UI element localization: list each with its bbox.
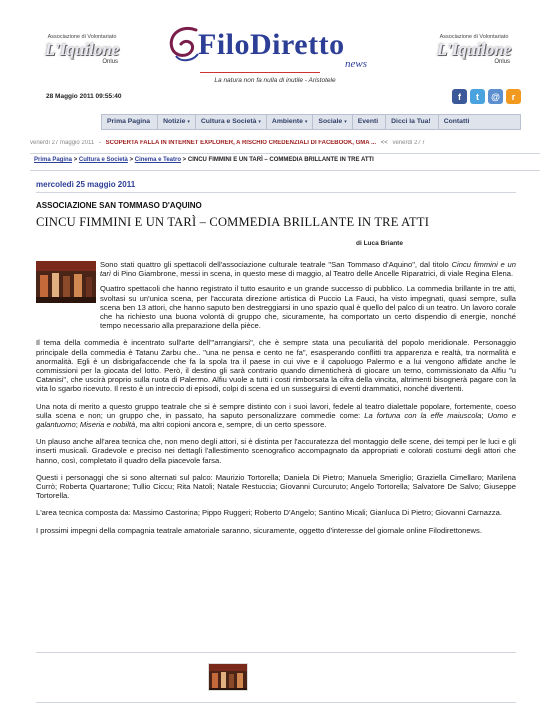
logo-onlus-text: Onlus [494,59,510,65]
logo-brand-text: L'Iquilone [436,40,512,59]
paragraph-1: Sono stati quattro gli spettacoli dell'associazione culturale teatrale "San Tommaso d'Aquino", dal titolo Cincu fimmini e un tarì di Pino Giambrone, messi in scena, in questo mese di maggio, al Teatro delle Ancelle Riparatrici, di viale Regina Elena. [100,260,516,279]
logo-assoc-text: Associazione di Volontariato [47,34,117,40]
facebook-icon[interactable]: f [452,89,467,104]
nav-sociale[interactable]: Sociale ▾ [313,115,352,129]
article-association: ASSOCIAZIONE SAN TOMMASO D'AQUINO [36,201,202,210]
article-byline: di Luca Briante [356,240,403,247]
nav-eventi[interactable]: Eventi [353,115,386,129]
main-nav [101,114,521,130]
ticker-date-next: venerdì 27 r [392,140,425,146]
twitter-icon[interactable]: t [470,89,485,104]
article-date: mercoledì 25 maggio 2011 [36,180,136,189]
ticker-date: venerdì 27 maggio 2011 [30,140,95,146]
divider [36,192,516,193]
social-links [452,89,521,104]
stage-thumbnail-icon [209,664,248,691]
breadcrumb-cinema[interactable]: Cinema e Teatro [134,157,181,163]
nav-ambiente[interactable]: Ambiente ▾ [267,115,313,129]
logo-assoc-text: Associazione di Volontariato [439,34,509,40]
nav-cultura-societa[interactable]: Cultura e Società ▾ [196,115,267,129]
ticker-headline-link[interactable]: SCOPERTA FALLA IN INTERNET EXPLORER, A RISCHIO CREDENZIALI DI FACEBOOK, GMA ... [105,140,377,146]
paragraph-5: Un plauso anche all'area tecnica che, non meno degli attori, si è distinta per l'accuratezza del montaggio delle scene, dei tempi per le luci e gli inserti musicali. Gradevole e preciso nei dettagli l'allestimento scenografico accompagnato da appropriati e colorati costumi degli attori che hanno, così, completato il quadro della piacevole farsa. [36,437,516,465]
chevron-down-icon: ▾ [187,119,190,125]
current-datetime: 28 Maggio 2011 09:55:40 [46,93,122,100]
site-title: FiloDiretto [198,28,345,61]
gallery-thumbnail[interactable] [208,663,248,691]
article-body [36,260,516,543]
ticker-separator: << [380,140,388,146]
chevron-down-icon: ▾ [344,119,347,125]
nav-prima-pagina[interactable]: Prima Pagina [102,115,158,129]
divider [36,652,516,653]
email-icon[interactable]: @ [488,89,503,104]
news-ticker: venerdì 27 maggio 2011 - SCOPERTA FALLA IN INTERNET EXPLORER, A RISCHIO CREDENZIALI DI FACEBOOK, GMA ... << venerdì 27 r [30,140,425,146]
paragraph-2: Quattro spettacoli che hanno registrato il tutto esaurito e un grande successo di pubblico. La commedia brillante in tre atti, svoltasi su un'unica scena, per l'accurata direzione artistica di Puccio La Fauci, ha visto impegnati, quasi sempre, sulla scena ben 13 attori, che hanno saputo ben destreggiarsi in uno spazio qual è quello del palco di un teatro. Un lavoro corale che ha richiesto una buona volontà di gruppo che, sicuramente, ha comportato un certo dispendio di energie, nonché tempo necessario alla preparazione della pièce. [100,284,516,331]
nav-contatti[interactable]: Contatti [443,118,470,125]
breadcrumb-cultura[interactable]: Cultura e Società [78,157,128,163]
site-subtitle-news: news [345,58,367,70]
nav-notizie[interactable]: Notizie ▾ [158,115,196,129]
paragraph-7: L'area tecnica composta da: Massimo Castorina; Pippo Ruggeri; Roberto D'Angelo; Santino Micali; Gianluca Di Pietro; Giovanni Carnazza. [36,508,502,518]
title-underline [200,72,320,73]
divider [30,170,540,171]
paragraph-8: I prossimi impegni della compagnia teatrale amatoriale saranno, sicuramente, oggetto d'interesse del giornale online Filodirettonews. [36,525,482,535]
breadcrumb-home[interactable]: Prima Pagina [34,157,73,163]
paragraph-6: Questi i personaggi che si sono alternati sul palco: Maurizio Tortorella; Daniela Di Pietro; Manuela Smeriglio; Graziella Cimellaro; Marilena Currò; Roberta Quartarone; Tullio Ciccu; Rita Natoli; Natale Restuccia; Giovanni Curcuruto; Angelo Tortorella; Salvatore De Salvo; Giuseppe Tortorella. [36,472,516,501]
rss-icon[interactable]: r [506,89,521,104]
paragraph-4: Una nota di merito a questo gruppo teatrale che si è sempre distinto con i suoi lavori, fedele al teatro dialettale popolare, fortemente, coeso sulla scena e non; un gruppo che, in passato, ha saputo personalizzare commedie come: La fortuna con la effe maiuscola; Uomo e galantuomo; Miseria e nobiltà, ma altri copioni ancora e, sempre, di un certo spessore. [36,401,516,430]
breadcrumb-current: CINCU FIMMINI E UN TARÌ – COMMEDIA BRILLANTE IN TRE ATTI [187,157,374,163]
logo-brand-text: L'Iquilone [44,40,120,59]
chevron-down-icon: ▾ [258,119,261,125]
breadcrumb: Prima Pagina > Cultura e Società > Cinema e Teatro > CINCU FIMMINI E UN TARÌ – COMMEDIA BRILLANTE IN TRE ATTI [34,157,374,163]
divider [36,702,516,703]
left-association-logo[interactable] [34,34,130,74]
divider [30,153,540,154]
logo-onlus-text: Onlus [102,59,118,65]
site-tagline: La natura non fa nulla di inutile - Aristotele [214,77,336,84]
chevron-down-icon: ▾ [304,119,308,125]
paragraph-3: Il tema della commedia è incentrato sull'arte dell'"arrangiarsi", che è sempre stata una peculiarità del popolo meridionale. Personaggio principale della commedia è Tatanu Zarbu che.. "una ne pensa e cento ne fa", esasperando conflitti tra apparenza e realtà, tra normalità e anormalità. Egli è un disbrigafaccende che fa la spola tra il paese in cui vive e il capoluogo Palermo e a lui vengono affidate anche le commissioni per la giocata del lotto. Però, il destino gli sarà contrario quando dimenticherà di giocare un terno, commissionato da Alfiu "u Catanisi", che uscirà proprio sulla ruota di Palermo. Alfiu vuole a tutti i costi rimborsata la cifra della vincita, altrimenti bisognerà pagare con la vita lo sgarbo ricevuto. Il resto è un intreccio di episodi, colpi di scena ed un susseguirsi di eventi drammatici, nonché divertenti. [36,338,516,394]
nav-dicci-la-tua[interactable]: Dicci la Tua! [386,115,439,129]
swirl-logo-icon [166,24,202,64]
filodiretto-logo[interactable] [162,22,392,78]
article-headline: CINCU FIMMINI E UN TARÌ – COMMEDIA BRILLANTE IN TRE ATTI [36,215,430,229]
site-header [0,0,550,112]
right-association-logo[interactable] [426,34,522,74]
